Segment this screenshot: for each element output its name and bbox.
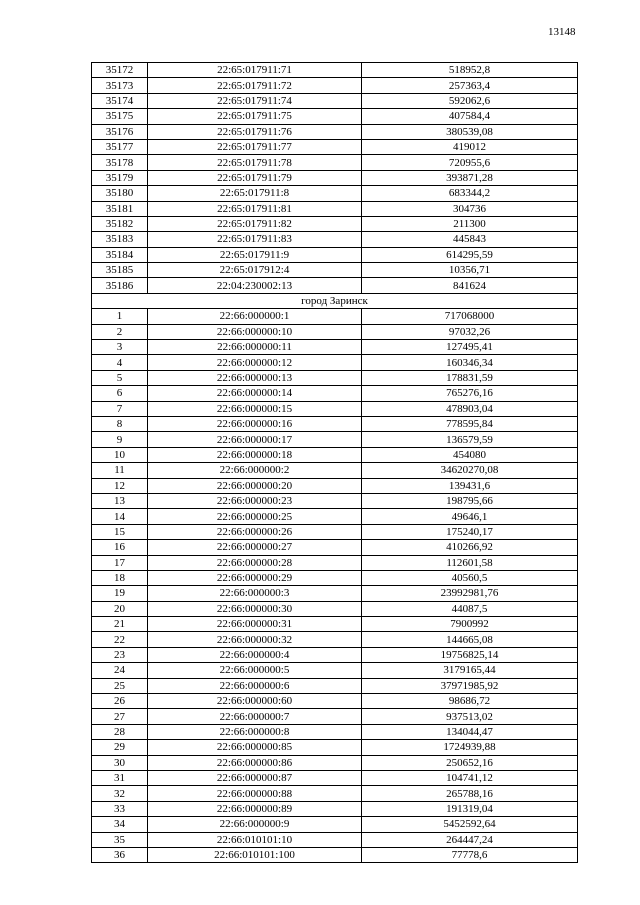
cadastral-number-cell: 22:66:000000:28	[148, 555, 362, 570]
value-cell: 592062,6	[362, 93, 578, 108]
table-row	[92, 478, 578, 493]
table-row	[92, 632, 578, 647]
table-row	[92, 170, 578, 185]
value-cell: 134044,47	[362, 724, 578, 739]
value-cell: 127495,41	[362, 340, 578, 355]
value-cell: 937513,02	[362, 709, 578, 724]
value-cell: 23992981,76	[362, 586, 578, 601]
table-row	[92, 555, 578, 570]
value-cell: 419012	[362, 139, 578, 154]
row-number-cell: 16	[92, 540, 148, 555]
table-row	[92, 509, 578, 524]
table-row	[92, 416, 578, 431]
row-number-cell: 35183	[92, 232, 148, 247]
row-number-cell: 32	[92, 786, 148, 801]
table-row	[92, 401, 578, 416]
table-row	[92, 663, 578, 678]
row-number-cell: 24	[92, 663, 148, 678]
cadastral-table	[91, 62, 578, 863]
row-number-cell: 17	[92, 555, 148, 570]
cadastral-number-cell: 22:66:000000:20	[148, 478, 362, 493]
row-number-cell: 8	[92, 416, 148, 431]
value-cell: 518952,8	[362, 63, 578, 78]
cadastral-number-cell: 22:65:017911:82	[148, 216, 362, 231]
value-cell: 614295,59	[362, 247, 578, 262]
row-number-cell: 9	[92, 432, 148, 447]
cadastral-number-cell: 22:66:000000:27	[148, 540, 362, 555]
table-row	[92, 247, 578, 262]
row-number-cell: 13	[92, 493, 148, 508]
cadastral-number-cell: 22:66:000000:25	[148, 509, 362, 524]
value-cell: 304736	[362, 201, 578, 216]
cadastral-number-cell: 22:66:000000:14	[148, 386, 362, 401]
row-number-cell: 35	[92, 832, 148, 847]
value-cell: 49646,1	[362, 509, 578, 524]
cadastral-number-cell: 22:65:017911:81	[148, 201, 362, 216]
cadastral-number-cell: 22:66:000000:18	[148, 447, 362, 462]
row-number-cell: 35181	[92, 201, 148, 216]
row-number-cell: 35172	[92, 63, 148, 78]
row-number-cell: 12	[92, 478, 148, 493]
row-number-cell: 30	[92, 755, 148, 770]
cadastral-number-cell: 22:66:000000:1	[148, 309, 362, 324]
value-cell: 380539,08	[362, 124, 578, 139]
cadastral-number-cell: 22:66:000000:5	[148, 663, 362, 678]
table-row	[92, 847, 578, 862]
cadastral-number-cell: 22:66:000000:86	[148, 755, 362, 770]
cadastral-number-cell: 22:66:000000:9	[148, 817, 362, 832]
cadastral-number-cell: 22:66:000000:17	[148, 432, 362, 447]
value-cell: 393871,28	[362, 170, 578, 185]
table-row	[92, 370, 578, 385]
table-row	[92, 155, 578, 170]
row-number-cell: 19	[92, 586, 148, 601]
value-cell: 717068000	[362, 309, 578, 324]
table-row	[92, 801, 578, 816]
value-cell: 478903,04	[362, 401, 578, 416]
table-row	[92, 570, 578, 585]
row-number-cell: 26	[92, 694, 148, 709]
cadastral-number-cell: 22:65:017911:72	[148, 78, 362, 93]
cadastral-number-cell: 22:65:017911:8	[148, 186, 362, 201]
table-row	[92, 493, 578, 508]
value-cell: 264447,24	[362, 832, 578, 847]
value-cell: 720955,6	[362, 155, 578, 170]
cadastral-number-cell: 22:66:000000:13	[148, 370, 362, 385]
row-number-cell: 35178	[92, 155, 148, 170]
value-cell: 445843	[362, 232, 578, 247]
row-number-cell: 1	[92, 309, 148, 324]
cadastral-number-cell: 22:65:017911:77	[148, 139, 362, 154]
row-number-cell: 35184	[92, 247, 148, 262]
cadastral-number-cell: 22:66:000000:23	[148, 493, 362, 508]
value-cell: 765276,16	[362, 386, 578, 401]
cadastral-number-cell: 22:66:000000:32	[148, 632, 362, 647]
cadastral-number-cell: 22:66:000000:16	[148, 416, 362, 431]
table-row	[92, 432, 578, 447]
value-cell: 410266,92	[362, 540, 578, 555]
value-cell: 44087,5	[362, 601, 578, 616]
table-row	[92, 93, 578, 108]
table-row	[92, 309, 578, 324]
table-row	[92, 124, 578, 139]
row-number-cell: 10	[92, 447, 148, 462]
table-row	[92, 78, 578, 93]
table-row	[92, 586, 578, 601]
value-cell: 407584,4	[362, 109, 578, 124]
row-number-cell: 20	[92, 601, 148, 616]
value-cell: 104741,12	[362, 770, 578, 785]
table-row	[92, 709, 578, 724]
row-number-cell: 3	[92, 340, 148, 355]
table-row	[92, 770, 578, 785]
cadastral-number-cell: 22:66:000000:10	[148, 324, 362, 339]
table-row	[92, 617, 578, 632]
row-number-cell: 35175	[92, 109, 148, 124]
row-number-cell: 2	[92, 324, 148, 339]
value-cell: 10356,71	[362, 263, 578, 278]
table-row	[92, 324, 578, 339]
value-cell: 98686,72	[362, 694, 578, 709]
cadastral-number-cell: 22:66:000000:7	[148, 709, 362, 724]
value-cell: 175240,17	[362, 524, 578, 539]
table-row	[92, 740, 578, 755]
table-row	[92, 447, 578, 462]
value-cell: 250652,16	[362, 755, 578, 770]
row-number-cell: 27	[92, 709, 148, 724]
row-number-cell: 35186	[92, 278, 148, 293]
cadastral-number-cell: 22:66:010101:100	[148, 847, 362, 862]
table-row	[92, 694, 578, 709]
value-cell: 19756825,14	[362, 647, 578, 662]
row-number-cell: 34	[92, 817, 148, 832]
cadastral-number-cell: 22:66:010101:10	[148, 832, 362, 847]
table-row	[92, 340, 578, 355]
cadastral-number-cell: 22:66:000000:88	[148, 786, 362, 801]
value-cell: 3179165,44	[362, 663, 578, 678]
table-row	[92, 678, 578, 693]
table-row	[92, 109, 578, 124]
cadastral-number-cell: 22:04:230002:13	[148, 278, 362, 293]
row-number-cell: 7	[92, 401, 148, 416]
value-cell: 683344,2	[362, 186, 578, 201]
value-cell: 265788,16	[362, 786, 578, 801]
cadastral-number-cell: 22:66:000000:26	[148, 524, 362, 539]
cadastral-number-cell: 22:65:017912:4	[148, 263, 362, 278]
value-cell: 97032,26	[362, 324, 578, 339]
table-row	[92, 139, 578, 154]
row-number-cell: 14	[92, 509, 148, 524]
value-cell: 40560,5	[362, 570, 578, 585]
row-number-cell: 31	[92, 770, 148, 785]
page-number: 13148	[548, 26, 576, 38]
cadastral-number-cell: 22:65:017911:74	[148, 93, 362, 108]
cadastral-number-cell: 22:66:000000:4	[148, 647, 362, 662]
cadastral-number-cell: 22:65:017911:83	[148, 232, 362, 247]
row-number-cell: 35185	[92, 263, 148, 278]
cadastral-number-cell: 22:66:000000:60	[148, 694, 362, 709]
row-number-cell: 15	[92, 524, 148, 539]
cadastral-number-cell: 22:66:000000:15	[148, 401, 362, 416]
table-row	[92, 263, 578, 278]
row-number-cell: 25	[92, 678, 148, 693]
row-number-cell: 11	[92, 463, 148, 478]
cadastral-number-cell: 22:65:017911:79	[148, 170, 362, 185]
cadastral-number-cell: 22:66:000000:30	[148, 601, 362, 616]
row-number-cell: 23	[92, 647, 148, 662]
cadastral-number-cell: 22:66:000000:89	[148, 801, 362, 816]
table-row	[92, 817, 578, 832]
value-cell: 257363,4	[362, 78, 578, 93]
row-number-cell: 28	[92, 724, 148, 739]
value-cell: 139431,6	[362, 478, 578, 493]
cadastral-number-cell: 22:65:017911:75	[148, 109, 362, 124]
cadastral-number-cell: 22:66:000000:2	[148, 463, 362, 478]
cadastral-number-cell: 22:65:017911:78	[148, 155, 362, 170]
row-number-cell: 35182	[92, 216, 148, 231]
table-row	[92, 724, 578, 739]
row-number-cell: 4	[92, 355, 148, 370]
cadastral-number-cell: 22:66:000000:3	[148, 586, 362, 601]
row-number-cell: 35179	[92, 170, 148, 185]
cadastral-number-cell: 22:66:000000:29	[148, 570, 362, 585]
row-number-cell: 18	[92, 570, 148, 585]
row-number-cell: 22	[92, 632, 148, 647]
table-row	[92, 355, 578, 370]
cadastral-table-body	[92, 63, 578, 863]
value-cell: 77778,6	[362, 847, 578, 862]
cadastral-number-cell: 22:66:000000:6	[148, 678, 362, 693]
cadastral-number-cell: 22:66:000000:11	[148, 340, 362, 355]
section-header-row	[92, 293, 578, 308]
table-row	[92, 524, 578, 539]
table-row	[92, 786, 578, 801]
table-row	[92, 755, 578, 770]
table-row	[92, 832, 578, 847]
table-row	[92, 278, 578, 293]
table-row	[92, 63, 578, 78]
cadastral-number-cell: 22:65:017911:71	[148, 63, 362, 78]
value-cell: 1724939,88	[362, 740, 578, 755]
value-cell: 778595,84	[362, 416, 578, 431]
row-number-cell: 29	[92, 740, 148, 755]
cadastral-number-cell: 22:66:000000:31	[148, 617, 362, 632]
value-cell: 37971985,92	[362, 678, 578, 693]
value-cell: 178831,59	[362, 370, 578, 385]
table-row	[92, 386, 578, 401]
row-number-cell: 36	[92, 847, 148, 862]
row-number-cell: 35176	[92, 124, 148, 139]
table-row	[92, 232, 578, 247]
value-cell: 5452592,64	[362, 817, 578, 832]
value-cell: 144665,08	[362, 632, 578, 647]
table-row	[92, 463, 578, 478]
table-row	[92, 216, 578, 231]
value-cell: 7900992	[362, 617, 578, 632]
cadastral-number-cell: 22:65:017911:76	[148, 124, 362, 139]
section-title: город Заринск	[92, 293, 578, 308]
value-cell: 34620270,08	[362, 463, 578, 478]
cadastral-number-cell: 22:66:000000:87	[148, 770, 362, 785]
value-cell: 211300	[362, 216, 578, 231]
table-row	[92, 601, 578, 616]
row-number-cell: 33	[92, 801, 148, 816]
value-cell: 198795,66	[362, 493, 578, 508]
row-number-cell: 35177	[92, 139, 148, 154]
row-number-cell: 35174	[92, 93, 148, 108]
value-cell: 160346,34	[362, 355, 578, 370]
table-row	[92, 647, 578, 662]
row-number-cell: 6	[92, 386, 148, 401]
value-cell: 454080	[362, 447, 578, 462]
cadastral-number-cell: 22:66:000000:12	[148, 355, 362, 370]
row-number-cell: 5	[92, 370, 148, 385]
cadastral-number-cell: 22:66:000000:85	[148, 740, 362, 755]
table-row	[92, 186, 578, 201]
table-row	[92, 201, 578, 216]
row-number-cell: 21	[92, 617, 148, 632]
table-row	[92, 540, 578, 555]
cadastral-number-cell: 22:66:000000:8	[148, 724, 362, 739]
row-number-cell: 35180	[92, 186, 148, 201]
value-cell: 191319,04	[362, 801, 578, 816]
row-number-cell: 35173	[92, 78, 148, 93]
value-cell: 112601,58	[362, 555, 578, 570]
value-cell: 136579,59	[362, 432, 578, 447]
value-cell: 841624	[362, 278, 578, 293]
cadastral-number-cell: 22:65:017911:9	[148, 247, 362, 262]
